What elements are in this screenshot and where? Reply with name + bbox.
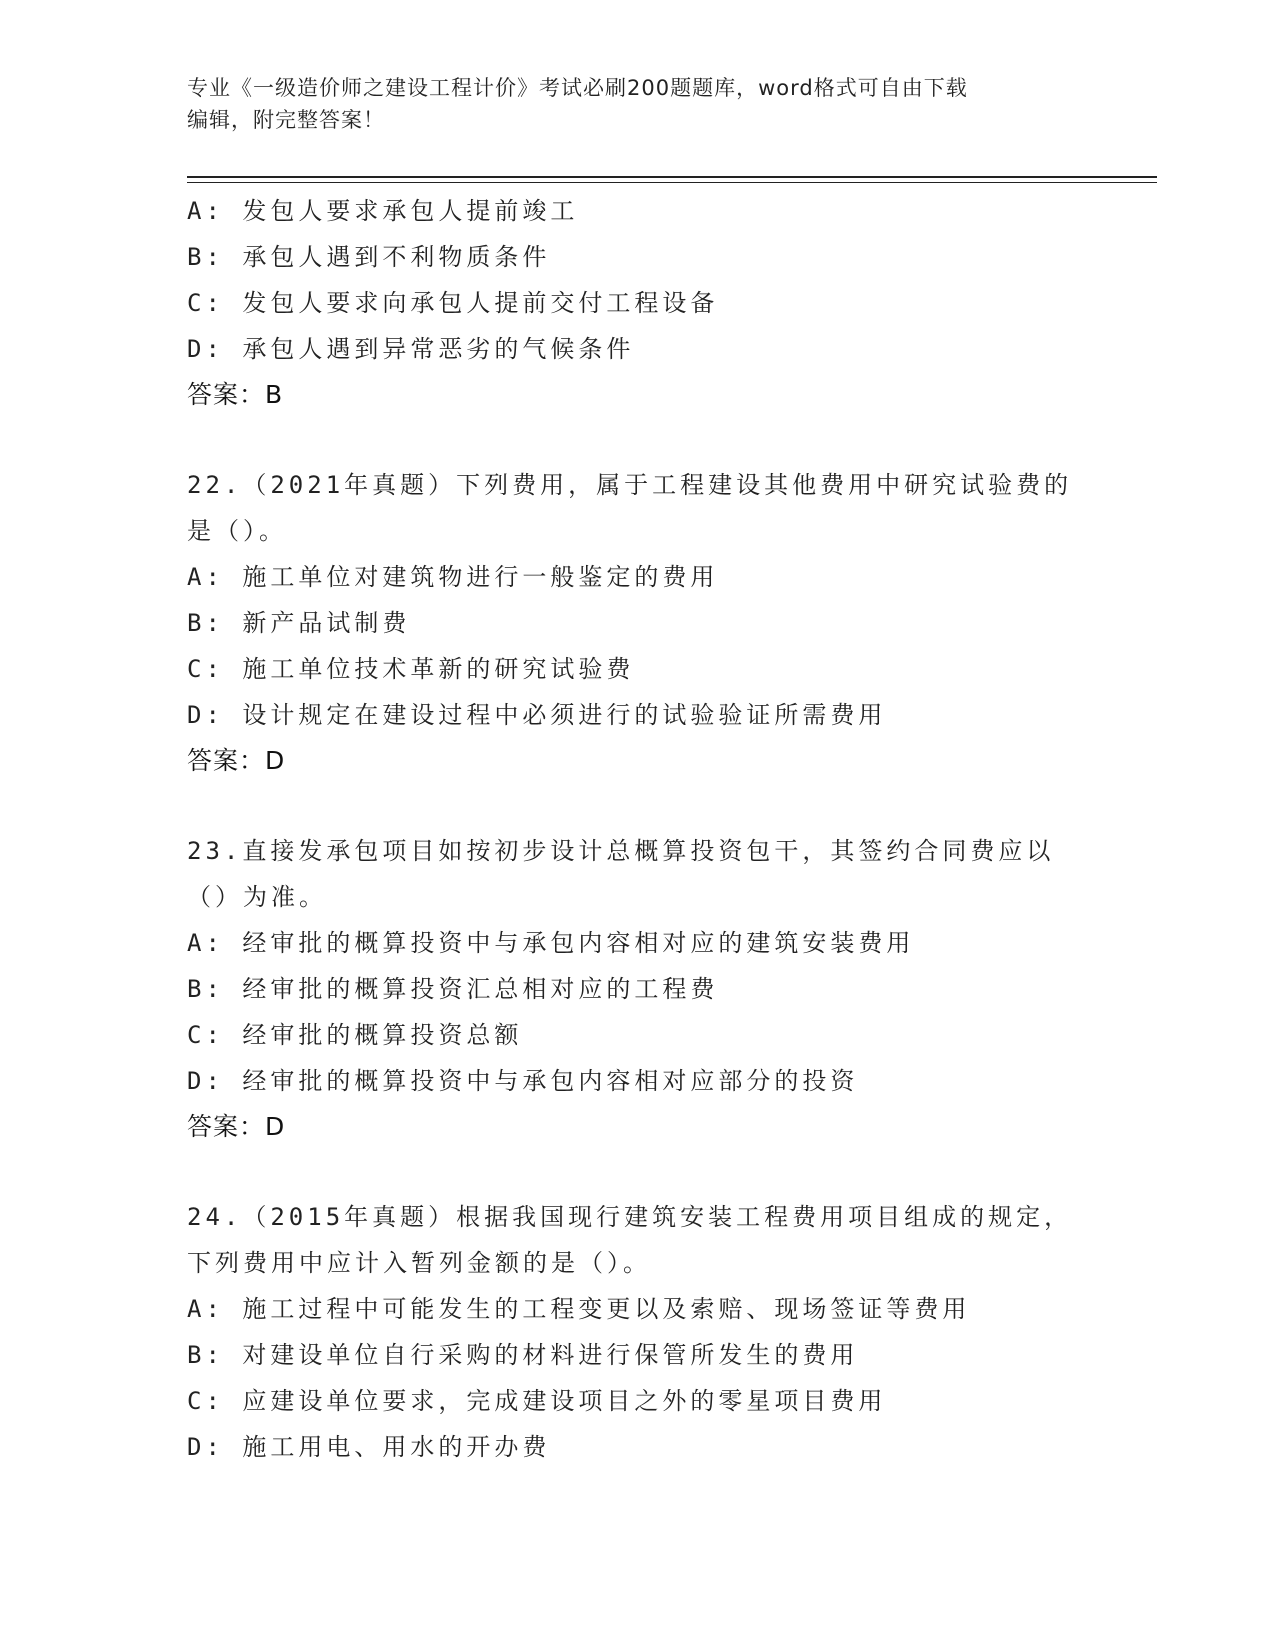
question-stem-line-1: 22.（2021年真题）下列费用，属于工程建设其他费用中研究试验费的 — [187, 471, 1073, 499]
answer-line: 答案：B — [187, 380, 284, 409]
option-a: A: 施工过程中可能发生的工程变更以及索赔、现场签证等费用 — [187, 1295, 971, 1323]
option-c: C: 发包人要求向承包人提前交付工程设备 — [187, 289, 719, 317]
question-stem-line-2: （）为准。 — [187, 883, 327, 911]
option-d: D: 经审批的概算投资中与承包内容相对应部分的投资 — [187, 1067, 859, 1095]
document-header — [187, 72, 1087, 136]
option-c: C: 施工单位技术革新的研究试验费 — [187, 655, 635, 683]
option-c: C: 经审批的概算投资总额 — [187, 1021, 523, 1049]
answer-line: 答案：D — [187, 1112, 286, 1141]
option-b: B: 对建设单位自行采购的材料进行保管所发生的费用 — [187, 1341, 859, 1369]
option-d: D: 设计规定在建设过程中必须进行的试验验证所需费用 — [187, 701, 887, 729]
option-a: A: 施工单位对建筑物进行一般鉴定的费用 — [187, 563, 719, 591]
question-list — [187, 188, 1107, 1470]
option-b: B: 经审批的概算投资汇总相对应的工程费 — [187, 975, 719, 1003]
block-spacer — [187, 418, 1107, 462]
question-stem-line-1: 23.直接发承包项目如按初步设计总概算投资包干，其签约合同费应以 — [187, 837, 1055, 865]
option-d: D: 施工用电、用水的开办费 — [187, 1433, 551, 1461]
question-block-22 — [187, 462, 1107, 784]
header-title-line-1: 专业《一级造价师之建设工程计价》考试必刷200题题库，word格式可自由下载 — [187, 76, 968, 100]
block-spacer — [187, 1150, 1107, 1194]
option-b: B: 新产品试制费 — [187, 609, 411, 637]
header-divider-thin — [187, 182, 1157, 183]
question-stem-line-2: 是（）。 — [187, 517, 287, 545]
option-c: C: 应建设单位要求，完成建设项目之外的零星项目费用 — [187, 1387, 887, 1415]
answer-line: 答案：D — [187, 746, 286, 775]
option-a: A: 经审批的概算投资中与承包内容相对应的建筑安装费用 — [187, 929, 915, 957]
header-title-line-2: 编辑，附完整答案！ — [187, 108, 385, 132]
question-block-24 — [187, 1194, 1107, 1470]
question-block-23 — [187, 828, 1107, 1150]
option-b: B: 承包人遇到不利物质条件 — [187, 243, 551, 271]
question-block-21 — [187, 188, 1107, 418]
option-d: D: 承包人遇到异常恶劣的气候条件 — [187, 335, 635, 363]
block-spacer — [187, 784, 1107, 828]
option-a: A: 发包人要求承包人提前竣工 — [187, 197, 579, 225]
header-divider-thick — [187, 176, 1157, 178]
question-stem-line-2: 下列费用中应计入暂列金额的是（）。 — [187, 1249, 651, 1277]
question-stem-line-1: 24.（2015年真题）根据我国现行建筑安装工程费用项目组成的规定， — [187, 1203, 1073, 1231]
